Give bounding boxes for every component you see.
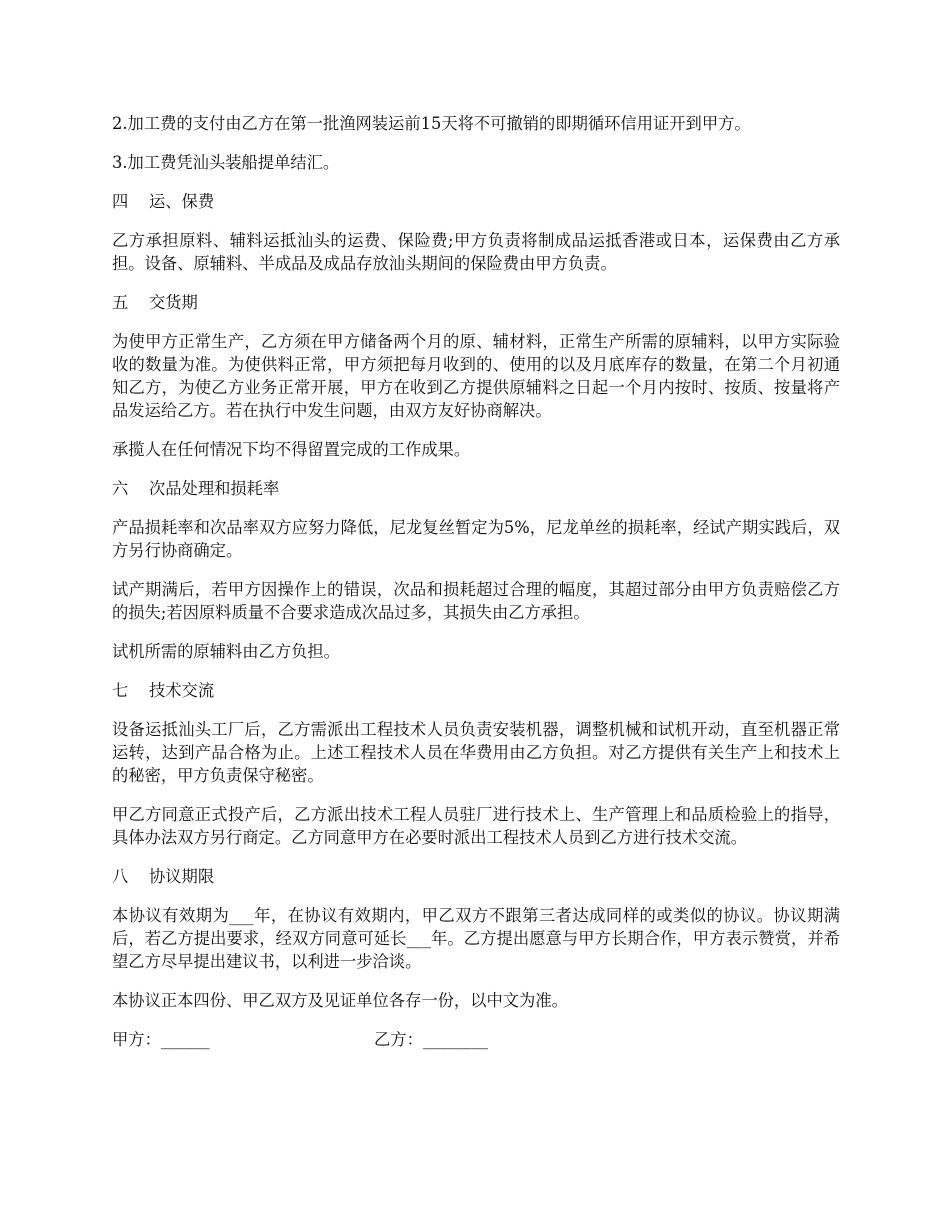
section-7-paragraph-1: 设备运抵汕头工厂后，乙方需派出工程技术人员负责安装机器，调整机械和试机开动，直至机器正常运转，达到产品合格为止。上述工程技术人员在华费用由乙方负担。对乙方提供有关生产上和技术上的秘密，甲方负责保守秘密。 (112, 720, 840, 785)
section-8-paragraph-2: 本协议正本四份、甲乙双方及见证单位各存一份，以中文为准。 (112, 991, 568, 1010)
party-a-signature: 甲方：______ (112, 1030, 210, 1049)
clause-3-item-2: 2.加工费的支付由乙方在第一批渔网装运前15天将不可撤销的即期循环信用证开到甲方。 (112, 114, 751, 133)
section-8-paragraph-1: 本协议有效期为___年，在协议有效期内，甲乙双方不跟第三者达成同样的或类似的协议。协议期满后，若乙方提出要求，经双方同意可延长___年。乙方提出愿意与甲方长期合作，甲方表示赞赏，并希望乙方尽早提出建议书，以利进一步洽谈。 (112, 906, 840, 971)
clause-3-item-3: 3.加工费凭汕头装船提单结汇。 (112, 153, 340, 172)
section-6-paragraph-3: 试机所需的原辅料由乙方负担。 (112, 642, 340, 661)
section-6-paragraph-2: 试产期满后，若甲方因操作上的错误，次品和损耗超过合理的幅度，其超过部分由甲方负责赔偿乙方的损失;若因原料质量不合要求造成次品过多，其损失由乙方承担。 (112, 580, 840, 622)
document-page (112, 112, 840, 1051)
section-6-paragraph-1: 产品损耗率和次品率双方应努力降低，尼龙复丝暂定为5%，尼龙单丝的损耗率，经试产期实践后，双方另行协商确定。 (112, 518, 840, 560)
section-heading-7: 七 技术交流 (112, 681, 215, 700)
section-7-paragraph-2: 甲乙方同意正式投产后，乙方派出技术工程人员驻厂进行技术上、生产管理上和品质检验上的指导，具体办法双方另行商定。乙方同意甲方在必要时派出工程技术人员到乙方进行技术交流。 (112, 805, 840, 847)
section-heading-5: 五 交货期 (112, 293, 198, 312)
section-heading-8: 八 协议期限 (112, 867, 215, 886)
party-b-signature: 乙方：________ (374, 1030, 488, 1049)
section-heading-4: 四 运、保费 (112, 192, 215, 211)
section-5-paragraph-1: 为使甲方正常生产，乙方须在甲方储备两个月的原、辅材料，正常生产所需的原辅料，以甲方实际验收的数量为准。为使供料正常，甲方须把每月收到的、使用的以及月底库存的数量，在第二个月初通知乙方，为使乙方业务正常开展，甲方在收到乙方提供原辅料之日起一个月内按时、按质、按量将产品发运给乙方。若在执行中发生问题，由双方友好协商解决。 (112, 332, 840, 420)
section-heading-6: 六 次品处理和损耗率 (112, 479, 280, 498)
signature-row (112, 1028, 840, 1051)
section-4-paragraph: 乙方承担原料、辅料运抵汕头的运费、保险费;甲方负责将制成品运抵香港或日本，运保费由乙方承担。设备、原辅料、半成品及成品存放汕头期间的保险费由甲方负责。 (112, 231, 840, 273)
section-5-paragraph-2: 承揽人在任何情况下均不得留置完成的工作成果。 (112, 440, 471, 459)
